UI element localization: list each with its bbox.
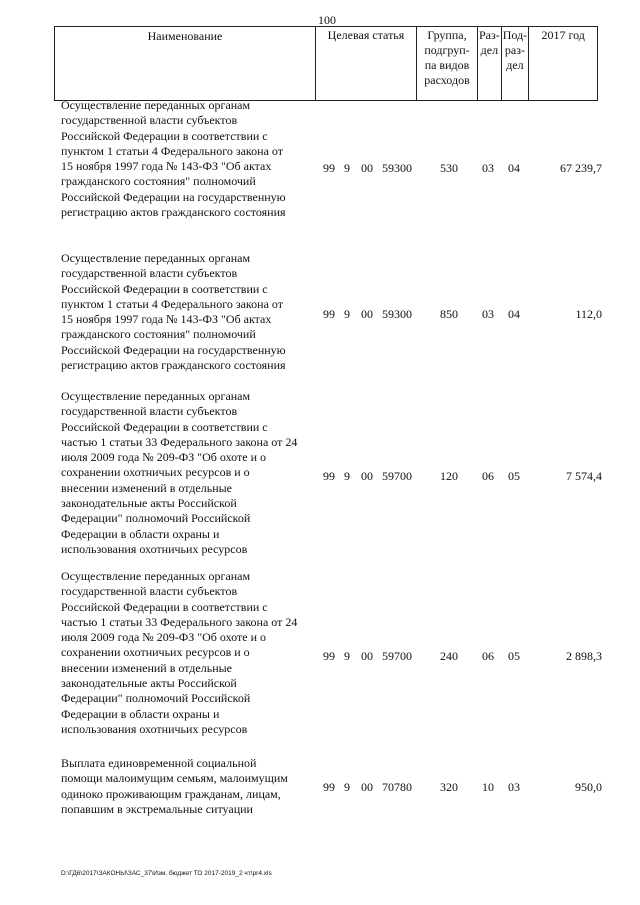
- group-code: 530: [440, 161, 458, 175]
- target-part-1: 99: [323, 469, 335, 483]
- footer-file-path: D:\ГД6\2017\ЗАКОНЫ\ЗАС_37\Изм. бюджет ТО 2017-2019_2 чт\pr4.xls: [61, 870, 272, 877]
- group-code: 320: [440, 780, 458, 794]
- razdel-code: 03: [482, 307, 494, 321]
- razdel-code: 06: [482, 469, 494, 483]
- header-group: Группа, подгруп- па видов расходов: [417, 27, 478, 101]
- podrazdel-code: 04: [508, 161, 520, 175]
- header-razdel: Раз- дел: [478, 27, 502, 101]
- row-name: Осуществление переданных органам государственной власти субъектов Российской Федерации в соответствии с частью 1 статьи 33 Федерального закона от 24 июля 2009 года № 209-ФЗ "Об охоте и о сохранении охотничьих ресурсов и о внесении изменений в отдельные законодательные акты Российской Федерации" полномочий Российской Федерации в области охраны и использования охотничьих ресурсов: [61, 389, 298, 556]
- amount-2017: 7 574,4: [566, 469, 602, 483]
- target-part-1: 99: [323, 649, 335, 663]
- amount-2017: 950,0: [575, 780, 602, 794]
- target-part-3: 00: [361, 649, 373, 663]
- target-part-3: 00: [361, 307, 373, 321]
- target-part-2: 9: [344, 649, 350, 663]
- target-part-1: 99: [323, 161, 335, 175]
- target-part-3: 00: [361, 469, 373, 483]
- target-part-3: 00: [361, 780, 373, 794]
- header-name: Наименование: [55, 27, 316, 101]
- target-part-4: 70780: [382, 780, 412, 794]
- amount-2017: 112,0: [575, 307, 602, 321]
- amount-2017: 2 898,3: [566, 649, 602, 663]
- header-target-article: Целевая статья: [316, 27, 417, 101]
- target-part-4: 59700: [382, 469, 412, 483]
- target-part-1: 99: [323, 780, 335, 794]
- group-code: 850: [440, 307, 458, 321]
- podrazdel-code: 05: [508, 469, 520, 483]
- podrazdel-code: 04: [508, 307, 520, 321]
- target-part-4: 59300: [382, 161, 412, 175]
- header-podrazdel: Под- раз- дел: [501, 27, 528, 101]
- target-part-2: 9: [344, 469, 350, 483]
- razdel-code: 10: [482, 780, 494, 794]
- group-code: 120: [440, 469, 458, 483]
- target-part-3: 00: [361, 161, 373, 175]
- amount-2017: 67 239,7: [560, 161, 602, 175]
- table-header: [54, 26, 598, 101]
- razdel-code: 06: [482, 649, 494, 663]
- row-name: Осуществление переданных органам государственной власти субъектов Российской Федерации в соответствии с пунктом 1 статьи 4 Федерального закона от 15 ноября 1997 года № 143-ФЗ "Об актах гражданского состояния" полномочий Российской Федерации на государственную регистрацию актов гражданского состояния: [61, 98, 286, 220]
- target-part-2: 9: [344, 161, 350, 175]
- podrazdel-code: 05: [508, 649, 520, 663]
- row-name: Осуществление переданных органам государственной власти субъектов Российской Федерации в соответствии с пунктом 1 статьи 4 Федерального закона от 15 ноября 1997 года № 143-ФЗ "Об актах гражданского состояния" полномочий Российской Федерации на государственную регистрацию актов гражданского состояния: [61, 251, 286, 373]
- target-part-2: 9: [344, 780, 350, 794]
- podrazdel-code: 03: [508, 780, 520, 794]
- header-year: 2017 год: [529, 27, 598, 101]
- row-name: Выплата единовременной социальной помощи малоимущим семьям, малоимущим одиноко проживающим гражданам, лицам, попавшим в экстремальные ситуации: [61, 756, 288, 816]
- target-part-4: 59300: [382, 307, 412, 321]
- group-code: 240: [440, 649, 458, 663]
- target-part-2: 9: [344, 307, 350, 321]
- row-name: Осуществление переданных органам государственной власти субъектов Российской Федерации в соответствии с частью 1 статьи 33 Федерального закона от 24 июля 2009 года № 209-ФЗ "Об охоте и о сохранении охотничьих ресурсов и о внесении изменений в отдельные законодательные акты Российской Федерации" полномочий Российской Федерации в области охраны и использования охотничьих ресурсов: [61, 569, 298, 736]
- razdel-code: 03: [482, 161, 494, 175]
- target-part-4: 59700: [382, 649, 412, 663]
- page-number: 100: [318, 13, 336, 27]
- target-part-1: 99: [323, 307, 335, 321]
